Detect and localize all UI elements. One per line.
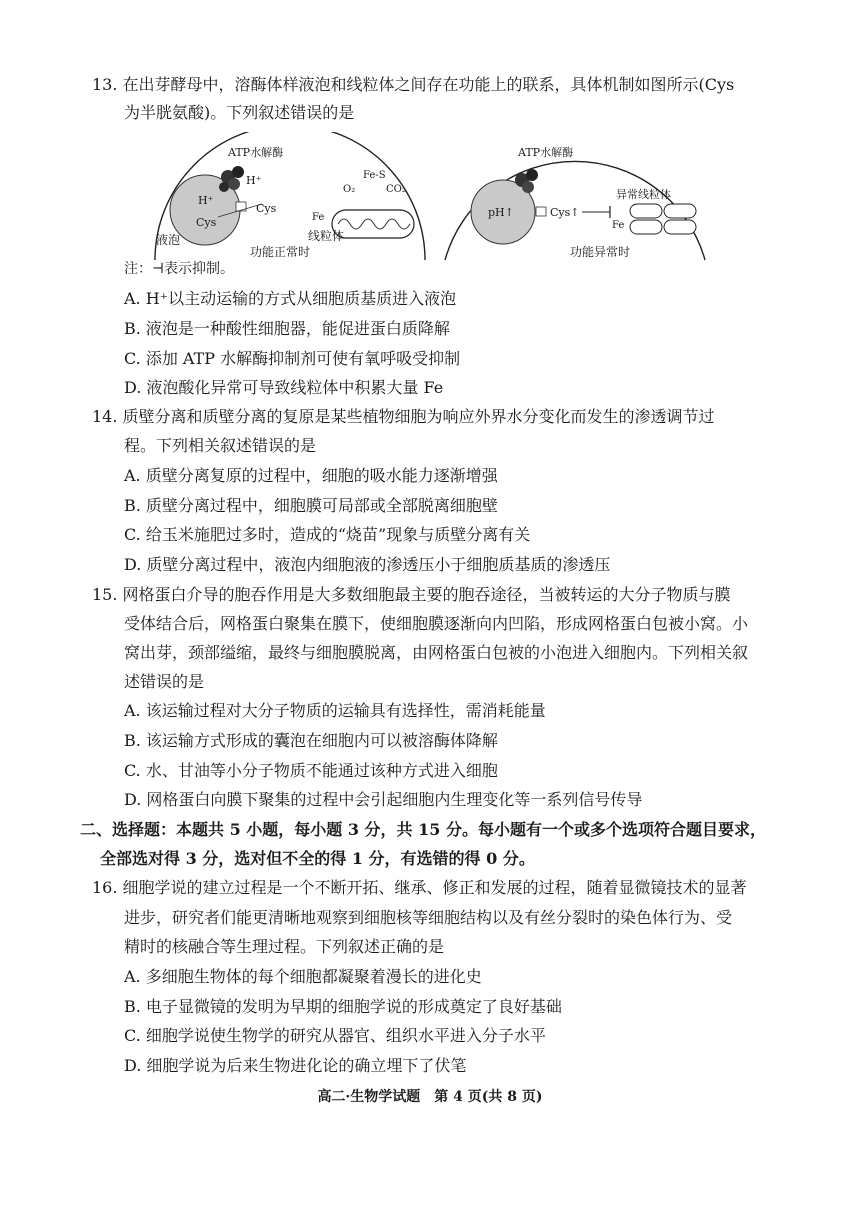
- q13-option-c: C. 添加 ATP 水解酶抑制剂可使有氧呼吸受抑制: [124, 349, 461, 368]
- section2-line1: 二、选择题：本题共 5 小题，每小题 3 分，共 15 分。每小题有一个或多个选项符合题目要求，: [80, 820, 766, 839]
- fe-left: Fe: [312, 212, 325, 223]
- fes-label: Fe-S: [363, 170, 386, 181]
- cys-right: Cys↑: [550, 206, 580, 219]
- q15-stem-line4: 述错误的是: [124, 672, 205, 691]
- q14-option-c: C. 给玉米施肥过多时，造成的“烧苗”现象与质壁分离有关: [124, 525, 531, 544]
- o2-label: O₂: [343, 184, 356, 195]
- atp-label-right: ATP水解酶: [518, 146, 574, 159]
- transporter-icon: [536, 207, 546, 216]
- figure-right-abnormal: [445, 145, 705, 260]
- abnormal-mito-label: 异常线粒体: [616, 188, 671, 201]
- caption-right: 功能异常时: [570, 245, 631, 259]
- caption-left: 功能正常时: [250, 245, 311, 259]
- q14-option-a: A. 质壁分离复原的过程中，细胞的吸水能力逐渐增强: [124, 466, 498, 485]
- q16-option-b: B. 电子显微镜的发明为早期的细胞学说的形成奠定了良好基础: [124, 997, 562, 1016]
- cys-out: Cys: [256, 202, 277, 215]
- mitochondrion-left: [332, 210, 414, 238]
- q14-stem-line2: 程。下列相关叙述错误的是: [124, 436, 317, 455]
- q13-option-b: B. 液泡是一种酸性细胞器，能促进蛋白质降解: [124, 319, 450, 338]
- fe-right: Fe: [612, 220, 625, 231]
- q14-option-b: B. 质壁分离过程中，细胞膜可局部或全部脱离细胞壁: [124, 496, 498, 515]
- q16-option-c: C. 细胞学说使生物学的研究从器官、组织水平进入分子水平: [124, 1026, 546, 1045]
- q14-stem-line1: 14. 质壁分离和质壁分离的复原是某些植物细胞为响应外界水分变化而发生的渗透调节过: [92, 407, 715, 426]
- q14-option-d: D. 质壁分离过程中，液泡内细胞液的渗透压小于细胞质基质的渗透压: [124, 555, 611, 574]
- q16-stem-line2: 进步，研究者们能更清晰地观察到细胞核等细胞结构以及有丝分裂时的染色体行为、受: [124, 908, 733, 927]
- q13-stem-line1: 13. 在出芽酵母中，溶酶体样液泡和线粒体之间存在功能上的联系，具体机制如图所示(Cys: [92, 75, 735, 94]
- q16-stem-line1: 16. 细胞学说的建立过程是一个不断开拓、继承、修正和发展的过程，随着显微镜技术的显著: [92, 878, 747, 897]
- transporter-icon: [236, 202, 246, 211]
- q15-stem-line2: 受体结合后，网格蛋白聚集在膜下，使细胞膜逐渐向内凹陷，形成网格蛋白包被小窝。小: [124, 614, 749, 633]
- mito-label: 线粒体: [308, 229, 345, 243]
- page-footer: 高二·生物学试题 第 4 页(共 8 页): [317, 1089, 543, 1105]
- q15-option-a: A. 该运输过程对大分子物质的运输具有选择性，需消耗能量: [124, 701, 546, 720]
- q13-option-d: D. 液泡酸化异常可导致线粒体中积累大量 Fe: [124, 378, 444, 397]
- figure-left-normal: [155, 132, 425, 260]
- h-plus-out: H⁺: [246, 174, 262, 187]
- q16-option-d: D. 细胞学说为后来生物进化论的确立埋下了伏笔: [124, 1056, 467, 1075]
- ph-label: pH↑: [488, 206, 514, 219]
- vacuole-label-left: 液泡: [156, 233, 181, 247]
- q13-stem-line2: 为半胱氨酸)。下列叙述错误的是: [124, 103, 355, 122]
- h-plus-in: H⁺: [198, 194, 214, 207]
- atp-hydrolase-icon: [219, 166, 244, 192]
- cys-in: Cys: [196, 216, 217, 229]
- q15-stem-line3: 窝出芽，颈部缢缩，最终与细胞膜脱离，由网格蛋白包被的小泡进入细胞内。下列相关叙: [124, 643, 749, 662]
- q13-figure: [150, 132, 710, 272]
- section2-line2: 全部选对得 3 分，选对但不全的得 1 分，有选错的得 0 分。: [100, 849, 535, 868]
- q15-stem-line1: 15. 网格蛋白介导的胞吞作用是大多数细胞最主要的胞吞途径，当被转运的大分子物质与膜: [92, 585, 731, 604]
- co2-label: CO₂: [386, 184, 406, 195]
- q16-stem-line3: 精时的核融合等生理过程。下列叙述正确的是: [124, 937, 445, 956]
- q15-option-d: D. 网格蛋白向膜下聚集的过程中会引起细胞内生理变化等一系列信号传导: [124, 790, 643, 809]
- q15-option-c: C. 水、甘油等小分子物质不能通过该种方式进入细胞: [124, 761, 498, 780]
- q13-figure-note: 注：⊣表示抑制。: [124, 261, 235, 277]
- q16-option-a: A. 多细胞生物体的每个细胞都凝聚着漫长的进化史: [124, 967, 482, 986]
- atp-label-left: ATP水解酶: [228, 146, 284, 159]
- q13-option-a: A. H⁺以主动运输的方式从细胞质基质进入液泡: [124, 289, 457, 308]
- q15-option-b: B. 该运输方式形成的囊泡在细胞内可以被溶酶体降解: [124, 731, 498, 750]
